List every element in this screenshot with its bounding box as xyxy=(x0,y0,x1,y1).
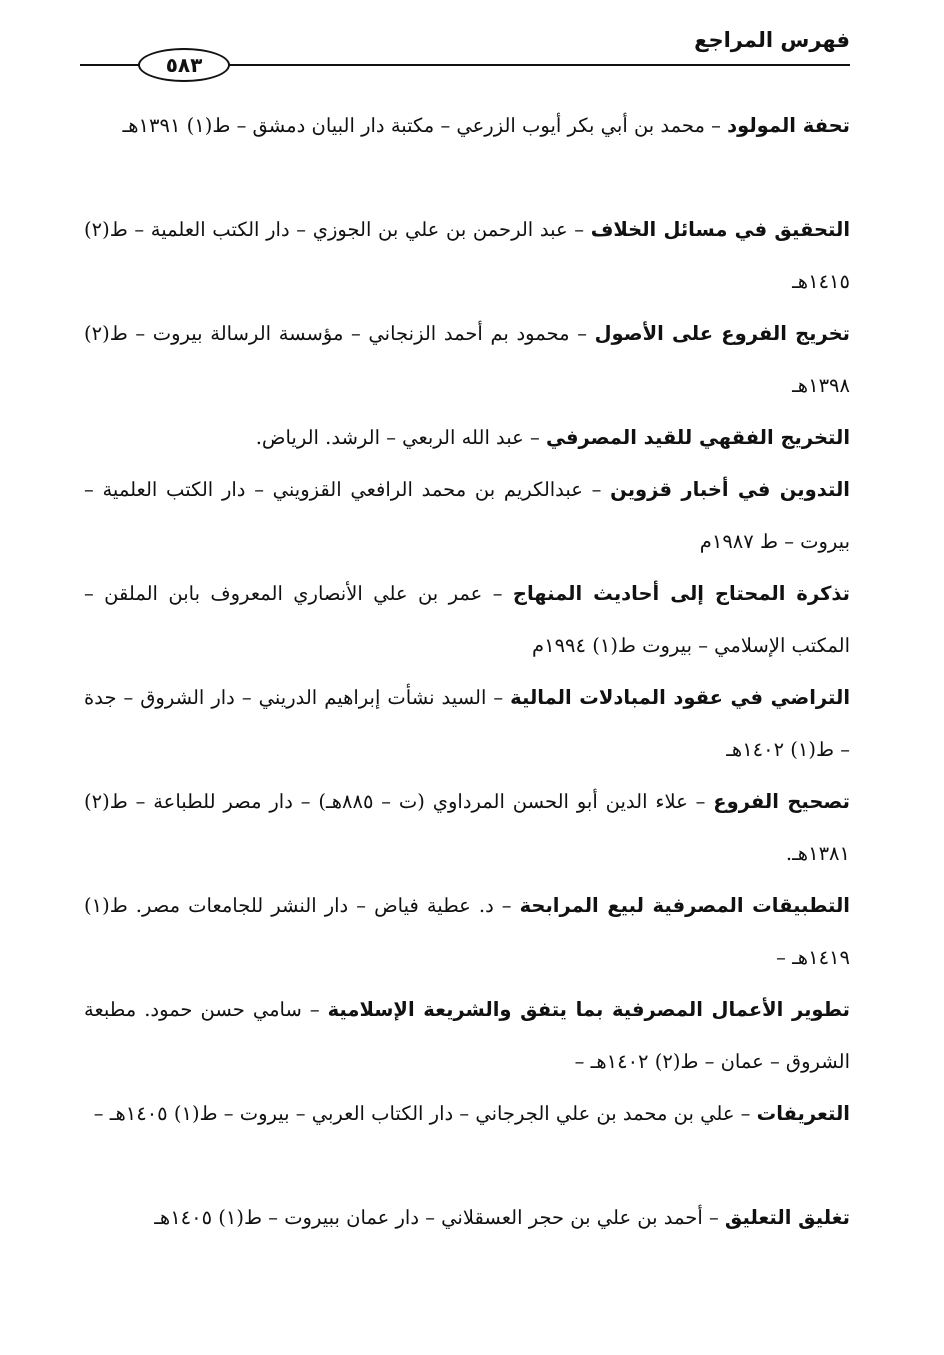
reference-details: – السيد نشأت إبراهيم الدريني – دار الشروق – جدة – ط(١) ١٤٠٢هـ xyxy=(84,686,850,761)
reference-title: تحفة المولود xyxy=(727,114,850,137)
reference-title: التراضي في عقود المبادلات المالية xyxy=(510,686,850,709)
reference-entry xyxy=(84,412,850,464)
reference-title: التخريج الفقهي للقيد المصرفي xyxy=(545,426,850,449)
references-list xyxy=(84,100,850,1296)
reference-details: – أحمد بن علي بن حجر العسقلاني – دار عمان ببيروت – ط(١) ١٤٠٥هـ xyxy=(154,1206,725,1229)
reference-title: التحقيق في مسائل الخلاف xyxy=(590,218,850,241)
reference-details: – عبد الرحمن بن علي بن الجوزي – دار الكتب العلمية – ط(٢) ١٤١٥هـ xyxy=(84,218,850,293)
reference-title: تغليق التعليق xyxy=(724,1206,850,1229)
reference-details: – محمود بم أحمد الزنجاني – مؤسسة الرسالة بيروت – ط(٢) ١٣٩٨هـ xyxy=(84,322,850,397)
reference-entry xyxy=(84,880,850,984)
reference-entry xyxy=(84,100,850,204)
running-title: فهرس المراجع xyxy=(694,28,850,52)
reference-entry xyxy=(84,984,850,1088)
reference-entry xyxy=(84,308,850,412)
reference-title: تصحيح الفروع xyxy=(713,790,850,813)
reference-title: تذكرة المحتاج إلى أحاديث المنهاج xyxy=(512,582,850,605)
reference-details: – عبدالكريم بن محمد الرافعي القزويني – دار الكتب العلمية – بيروت – ط ١٩٨٧م xyxy=(84,478,850,553)
reference-details: – علاء الدين أبو الحسن المرداوي (ت – ٨٨٥هـ) – دار مصر للطباعة – ط(٢) ١٣٨١هـ. xyxy=(84,790,850,865)
reference-title: تطوير الأعمال المصرفية بما يتفق والشريعة الإسلامية xyxy=(327,998,850,1021)
reference-title: التطبيقات المصرفية لبيع المرابحة xyxy=(519,894,850,917)
reference-details: – عبد الله الربعي – الرشد. الرياض. xyxy=(255,426,546,449)
reference-entry xyxy=(84,672,850,776)
reference-details: – علي بن محمد بن علي الجرجاني – دار الكتاب العربي – بيروت – ط(١) ١٤٠٥هـ – xyxy=(93,1102,757,1125)
reference-entry xyxy=(84,464,850,568)
reference-entry xyxy=(84,204,850,308)
reference-details: – عمر بن علي الأنصاري المعروف بابن الملقن – المكتب الإسلامي – بيروت ط(١) ١٩٩٤م xyxy=(84,582,850,657)
reference-entry xyxy=(84,1088,850,1192)
reference-details: – د. عطية فياض – دار النشر للجامعات مصر. ط(١) ١٤١٩هـ – xyxy=(84,894,850,969)
page-header xyxy=(80,22,850,82)
reference-entry xyxy=(84,776,850,880)
reference-entry xyxy=(84,1192,850,1296)
reference-title: التدوين في أخبار قزوين xyxy=(610,478,850,501)
reference-details: – محمد بن أبي بكر أيوب الزرعي – مكتبة دار البيان دمشق – ط(١) ١٣٩١هـ xyxy=(122,114,728,137)
reference-details: – سامي حسن حمود. مطبعة الشروق – عمان – ط(٢) ١٤٠٢هـ – xyxy=(84,998,850,1073)
reference-title: تخريج الفروع على الأصول xyxy=(594,322,850,345)
reference-title: التعريفات xyxy=(756,1102,850,1125)
page-number: ٥٨٣ xyxy=(138,48,230,82)
reference-entry xyxy=(84,568,850,672)
